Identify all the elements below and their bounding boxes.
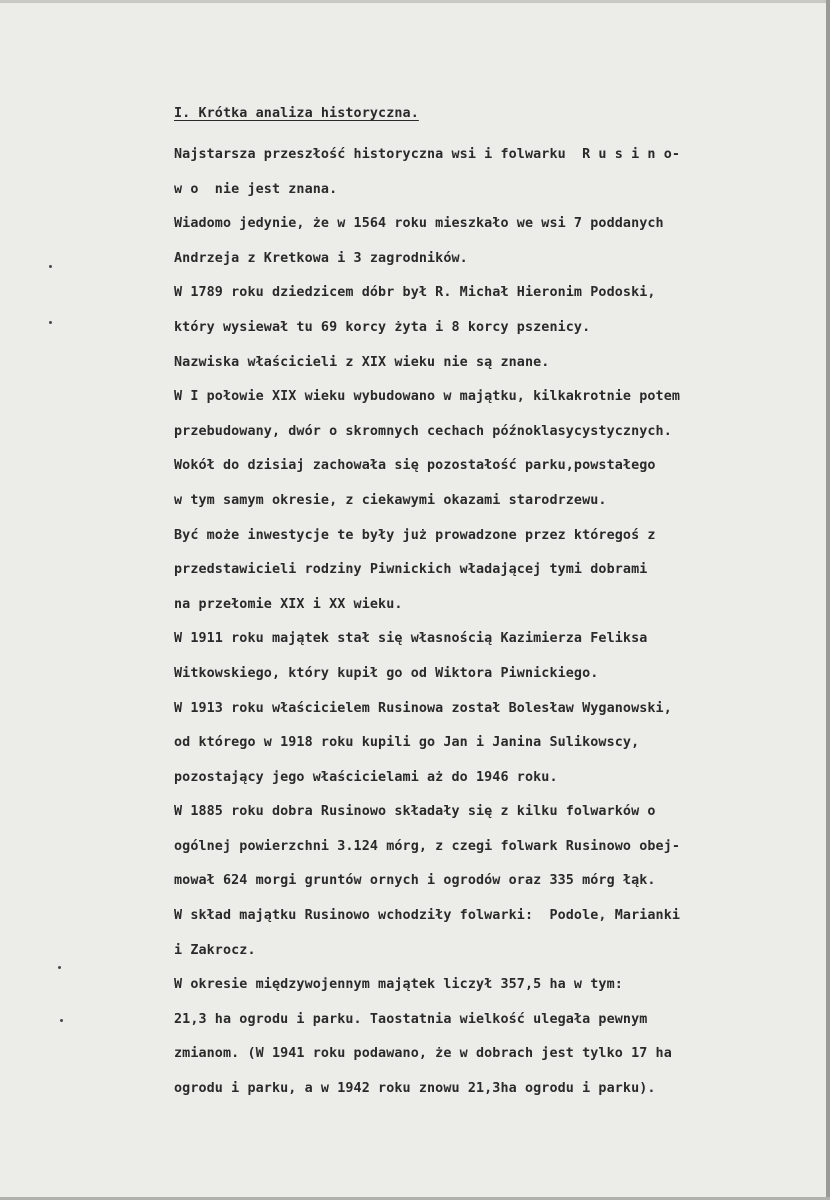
margin-dot bbox=[60, 1019, 63, 1022]
text-line: Wiadomo jedynie, że w 1564 roku mieszkało we wsi 7 poddanych bbox=[174, 216, 664, 232]
text-line: pozostający jego właścicielami aż do 1946 roku. bbox=[174, 769, 558, 785]
text-line: W 1913 roku właścicielem Rusinowa został Bolesław Wyganowski, bbox=[174, 700, 672, 716]
scan-edge-right bbox=[826, 0, 830, 1200]
text-line: ogólnej powierzchni 3.124 mórg, z czegi folwark Rusinowo obej- bbox=[174, 838, 681, 854]
paragraph-lines bbox=[174, 144, 824, 1113]
text-line: Nazwiska właścicieli z XIX wieku nie są znane. bbox=[174, 354, 550, 370]
text-line: Witkowskiego, który kupił go od Wiktora Piwnickiego. bbox=[174, 665, 599, 681]
text-line: od którego w 1918 roku kupili go Jan i Janina Sulikowscy, bbox=[174, 735, 640, 751]
text-line: Najstarsza przeszłość historyczna wsi i folwarku R u s i n o- bbox=[174, 147, 681, 162]
text-line: przedstawicieli rodziny Piwnickich władającej tymi dobrami bbox=[174, 562, 648, 578]
text-line: W 1911 roku majątek stał się własnością Kazimierza Feliksa bbox=[174, 631, 648, 647]
text-line: Andrzeja z Kretkowa i 3 zagrodników. bbox=[174, 250, 468, 266]
text-line: W skład majątku Rusinowo wchodziły folwarki: Podole, Marianki bbox=[174, 908, 681, 924]
text-line: 21,3 ha ogrodu i parku. Taostatnia wielkość ulegała pewnym bbox=[174, 1011, 648, 1027]
text-line: Być może inwestycje te były już prowadzone przez któregoś z bbox=[174, 527, 656, 543]
text-line: ogrodu i parku, a w 1942 roku znowu 21,3ha ogrodu i parku). bbox=[174, 1081, 656, 1097]
text-line: w tym samym okresie, z ciekawymi okazami starodrzewu. bbox=[174, 492, 607, 508]
text-line: na przełomie XIX i XX wieku. bbox=[174, 596, 403, 612]
text-line: i Zakrocz. bbox=[174, 942, 256, 958]
margin-dot bbox=[49, 321, 52, 324]
scan-edge-top bbox=[0, 0, 830, 3]
text-line: mował 624 morgi gruntów ornych i ogrodów oraz 335 mórg łąk. bbox=[174, 873, 656, 889]
text-line: W I połowie XIX wieku wybudowano w majątku, kilkakrotnie potem bbox=[174, 389, 681, 405]
text-line: Wokół do dzisiaj zachowała się pozostałość parku,powstałego bbox=[174, 458, 656, 474]
text-line: zmianom. (W 1941 roku podawano, że w dobrach jest tylko 17 ha bbox=[174, 1046, 672, 1062]
typed-text-body bbox=[174, 103, 824, 1113]
section-heading: I. Krótka analiza historyczna. bbox=[174, 106, 419, 121]
margin-dot bbox=[49, 265, 52, 268]
text-line: w o nie jest znana. bbox=[174, 181, 338, 197]
text-line: który wysiewał tu 69 korcy żyta i 8 korcy pszenicy. bbox=[174, 319, 591, 335]
text-line: W 1885 roku dobra Rusinowo składały się z kilku folwarków o bbox=[174, 804, 656, 820]
text-line: W okresie międzywojennym majątek liczył 357,5 ha w tym: bbox=[174, 977, 623, 993]
margin-dot bbox=[58, 966, 61, 969]
text-line: przebudowany, dwór o skromnych cechach późnoklasycystycznych. bbox=[174, 423, 672, 439]
text-line: W 1789 roku dziedzicem dóbr był R. Michał Hieronim Podoski, bbox=[174, 285, 656, 301]
